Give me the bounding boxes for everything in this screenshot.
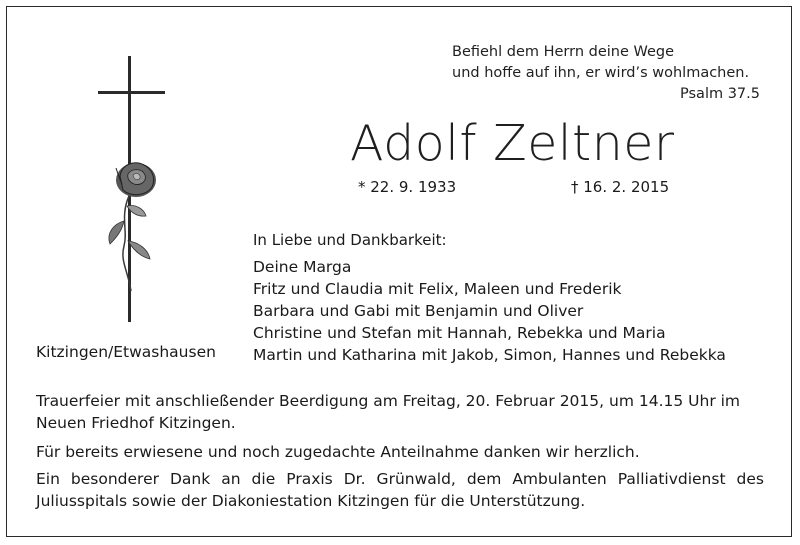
mourner-line: Martin und Katharina mit Jakob, Simon, Hannes und Rebekka [253,346,726,364]
mourners-intro: In Liebe und Dankbarkeit: [253,231,447,249]
mourner-line: Deine Marga [253,258,352,276]
thanks-text: Für bereits erwiesene und noch zugedachte Anteilnahme danken wir herzlich. [36,443,640,461]
mourner-line: Barbara und Gabi mit Benjamin und Oliver [253,302,584,320]
cross-with-rose-icon [98,56,178,326]
birth-date: * 22. 9. 1933 [358,178,457,196]
mourner-line: Christine und Stefan mit Hannah, Rebekka und Maria [253,324,666,342]
verse-reference: Psalm 37.5 [680,86,760,102]
verse-line-1: Befiehl dem Herrn deine Wege [452,44,675,60]
bible-verse [452,42,760,105]
special-thanks-text: Ein besonderer Dank an die Praxis Dr. Grünwald, dem Ambulanten Palliativdienst des Juliusspitals sowie der Diakoniestation Kitzingen für die Unterstützung. [36,470,764,510]
verse-line-2: und hoffe auf ihn, er wird’s wohlmachen. [452,65,750,81]
mourners-list [253,256,726,366]
death-date: † 16. 2. 2015 [571,178,670,196]
mourner-line: Fritz und Claudia mit Felix, Maleen und Frederik [253,280,622,298]
funeral-info: Trauerfeier mit anschließender Beerdigung am Freitag, 20. Februar 2015, um 14.15 Uhr im Neuen Friedhof Kitzingen. [36,392,741,432]
place-name: Kitzingen/Etwashausen [36,343,216,361]
deceased-name: Adolf Zeltner [350,115,675,172]
